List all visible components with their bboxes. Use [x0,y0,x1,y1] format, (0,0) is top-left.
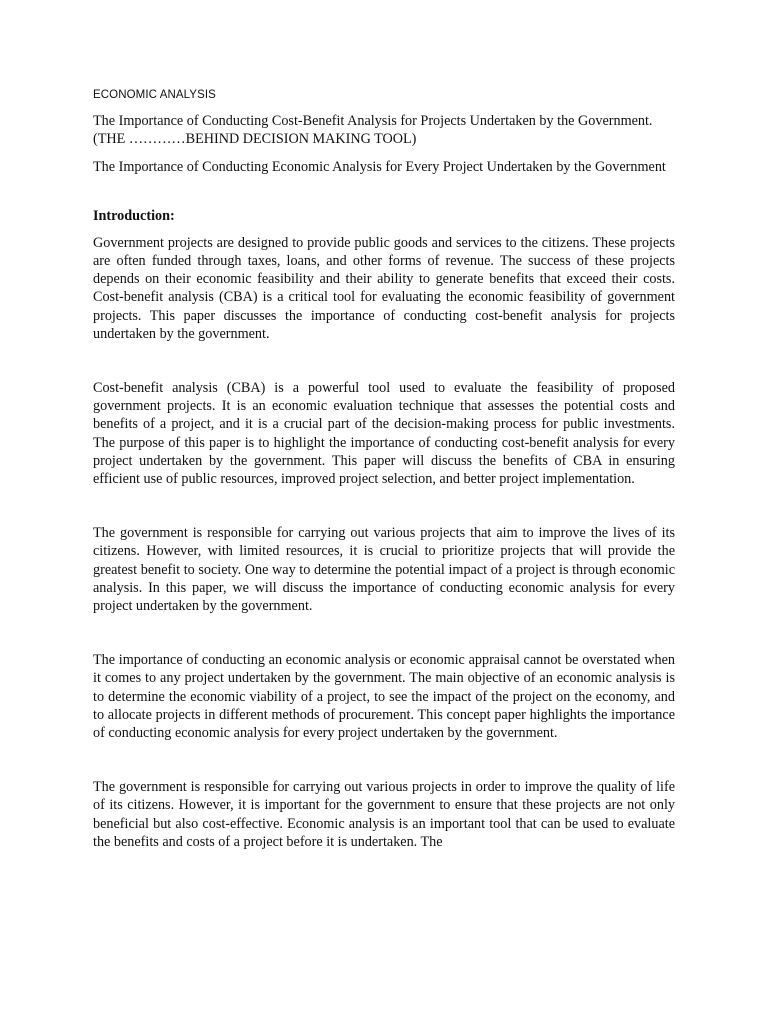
paragraph: The government is responsible for carrying out various projects in order to improve the quality of life of its citizens. However, it is important for the government to ensure that these projects are not only beneficial but also cost-effective. Economic analysis is an important tool that can be used to evaluate the benefits and costs of a project before it is undertaken. The [93,779,675,850]
paragraph: The government is responsible for carrying out various projects that aim to improve the lives of its citizens. However, with limited resources, it is crucial to prioritize projects that will provide the greatest benefit to society. One way to determine the potential impact of a project is through economic analysis. In this paper, we will discuss the importance of conducting economic analysis for every project undertaken by the government. [93,525,675,615]
paragraph: Government projects are designed to provide public goods and services to the citizens. These projects are often funded through taxes, loans, and other forms of revenue. The success of these projects depends on their economic feasibility and their ability to generate benefits that exceed their costs. Cost-benefit analysis (CBA) is a critical tool for evaluating the economic feasibility of government projects. This paper discusses the importance of conducting cost-benefit analysis for projects undertaken by the government. [93,234,675,342]
paragraph: The importance of conducting an economic analysis or economic appraisal cannot be overstated when it comes to any project undertaken by the government. The main objective of an economic analysis is to determine the economic viability of a project, to see the impact of the project on the economy, and to allocate projects in different methods of procurement. This concept paper highlights the importance of conducting economic analysis for every project undertaken by the government. [93,652,675,742]
paragraph: Cost-benefit analysis (CBA) is a powerful tool used to evaluate the feasibility of proposed government projects. It is an economic evaluation technique that assesses the potential costs and benefits of a project, and it is a crucial part of the decision-making process for public investments. The purpose of this paper is to highlight the importance of conducting cost-benefit analysis for every project undertaken by the government. This paper will discuss the benefits of CBA in ensuring efficient use of public resources, improved project selection, and better project implementation. [93,380,675,488]
document-label: ECONOMIC ANALYSIS [93,89,216,101]
document-subtitle: The Importance of Conducting Economic Analysis for Every Project Undertaken by the Government [93,159,666,176]
document-title: The Importance of Conducting Cost-Benefit Analysis for Projects Undertaken by the Government. (THE …………BEHIND DECISION MAKING TOOL) [93,113,653,148]
section-heading-introduction: Introduction: [93,207,175,224]
